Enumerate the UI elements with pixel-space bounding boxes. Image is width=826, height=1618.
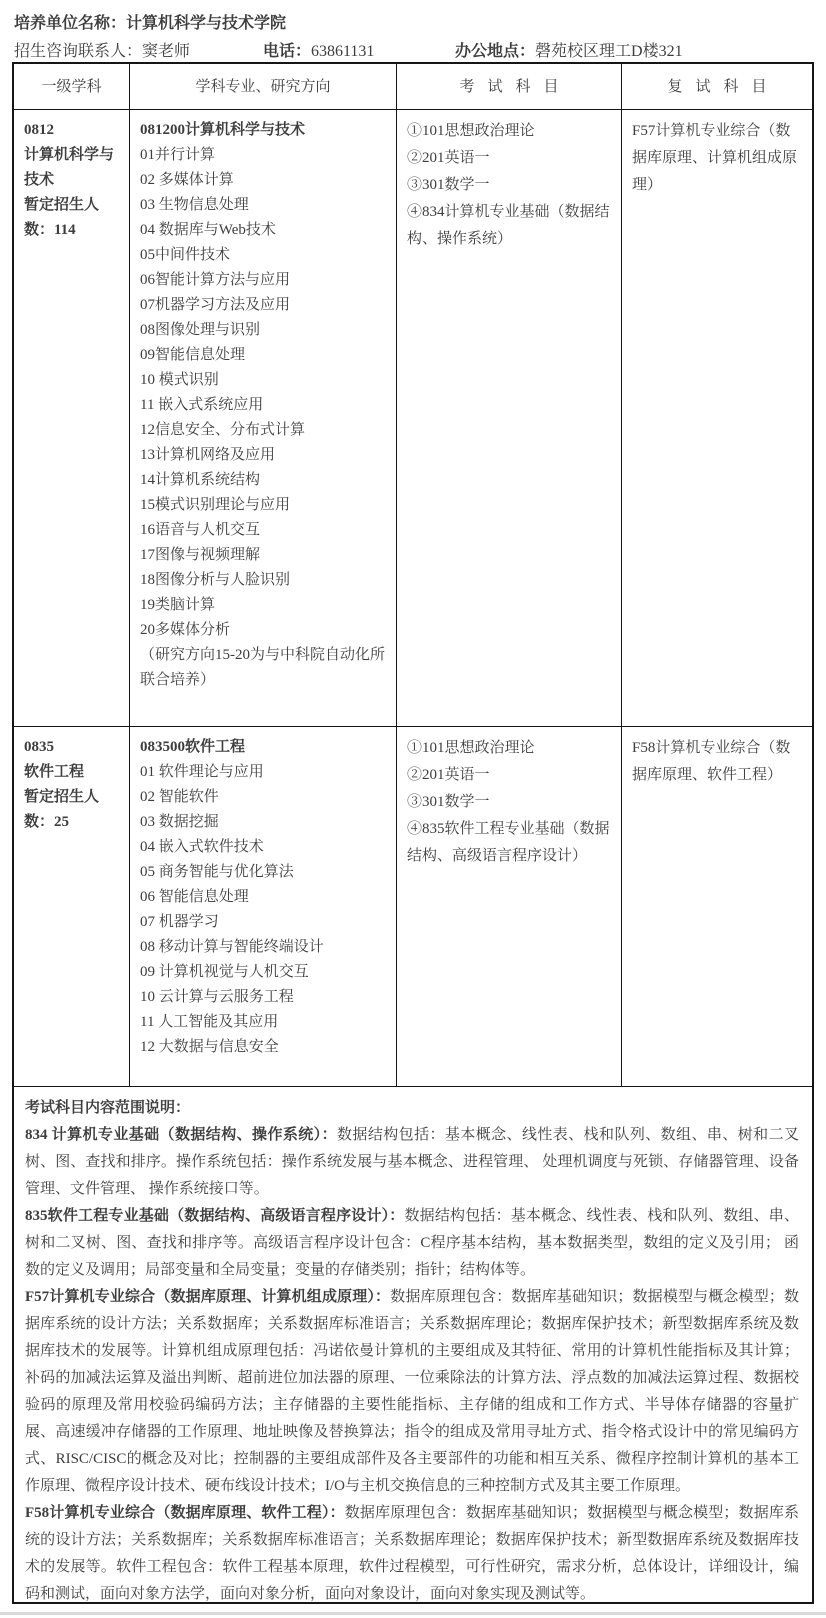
research-direction: 04 数据库与Web技术	[140, 222, 276, 238]
research-direction: 05 商务智能与优化算法	[140, 864, 294, 880]
exam-subject: ①101思想政治理论	[407, 123, 535, 139]
page-bottom-divider	[0, 1612, 826, 1615]
note-835	[25, 1203, 799, 1284]
research-direction: 02 智能软件	[140, 789, 219, 805]
contact-phone	[263, 38, 374, 61]
research-direction: 03 数据挖掘	[140, 814, 219, 830]
research-direction: 08 移动计算与智能终端设计	[140, 939, 324, 955]
office-label: 办公地点：	[455, 43, 536, 60]
table-row-2-retest-cell	[622, 727, 812, 1087]
research-direction: 12 大数据与信息安全	[140, 1039, 279, 1055]
discipline-name: 计算机科学与技术	[24, 147, 115, 188]
program-title: 081200计算机科学与技术	[140, 122, 306, 138]
table-row-1-retest-cell	[622, 110, 812, 727]
exam-subject: ④835软件工程专业基础（数据结构、高级语言程序设计）	[407, 821, 610, 864]
note-834-body: 数据结构包括：基本概念、线性表、栈和队列、数组、串、树和二叉树、图、查找和排序。操作系统包括：操作系统发展与基本概念、进程管理、 处理机调度与死锁、存储器管理、设备管理、文件管理、 操作系统接口等。	[25, 1127, 799, 1197]
discipline-name: 软件工程	[24, 764, 85, 780]
note-f58	[25, 1500, 799, 1602]
joint-training-note: （研究方向15-20为与中科院自动化所联合培养）	[140, 647, 385, 688]
note-834-lead: 834 计算机专业基础（数据结构、操作系统）：	[25, 1127, 338, 1143]
column-header-exam-subjects: 考试科目	[397, 64, 622, 110]
note-f58-lead: F58计算机专业综合（数据库原理、软件工程）：	[25, 1505, 345, 1521]
research-direction: 13计算机网络及应用	[140, 447, 276, 463]
exam-subject: ①101思想政治理论	[407, 740, 535, 756]
contact-person	[14, 38, 190, 61]
column-header-discipline: 一级学科	[14, 64, 130, 110]
research-direction: 03 生物信息处理	[140, 197, 249, 213]
note-f58-body: 数据库原理包含：数据库基础知识；数据模型与概念模型；数据库系统的设计方法；关系数据库；关系数据库标准语言；关系数据库理论；数据库保护技术；新型数据库系统及数据库技术的发展等。软件工程包含：软件工程基本原理，软件过程模型，可行性研究，需求分析，总体设计，详细设计，编码和测试，面向对象方法学，面向对象分析，面向对象设计，面向对象实现及测试等。	[25, 1505, 799, 1602]
column-header-program: 学科专业、研究方向	[130, 64, 397, 110]
table-row-2-program-cell	[130, 727, 397, 1087]
phone-label: 电话：	[263, 43, 312, 60]
office-address: 磬苑校区理工D楼321	[535, 43, 683, 60]
table-row-1-discipline-cell	[14, 110, 130, 727]
research-direction: 05中间件技术	[140, 247, 231, 263]
discipline-quota: 暂定招生人数：25	[24, 789, 100, 830]
research-direction: 18图像分析与人脸识别	[140, 572, 291, 588]
research-direction: 10 云计算与云服务工程	[140, 989, 294, 1005]
research-direction: 11 嵌入式系统应用	[140, 397, 264, 413]
research-direction: 12信息安全、分布式计算	[140, 422, 306, 438]
discipline-quota: 暂定招生人数：114	[24, 197, 100, 238]
office-location	[455, 38, 683, 61]
note-834	[25, 1122, 799, 1203]
research-direction: 07机器学习方法及应用	[140, 297, 291, 313]
research-direction: 10 模式识别	[140, 372, 219, 388]
research-direction: 16语音与人机交互	[140, 522, 261, 538]
training-unit-title: 培养单位名称：计算机科学与技术学院	[14, 15, 287, 32]
exam-subject: ③301数学一	[407, 794, 490, 810]
phone-number: 63861131	[311, 43, 375, 60]
exam-subject: ②201英语一	[407, 150, 490, 166]
program-title: 083500软件工程	[140, 739, 246, 755]
research-direction: 19类脑计算	[140, 597, 216, 613]
note-f57-body: 数据库原理包含：数据库基础知识；数据模型与概念模型；数据库系统的设计方法；关系数据库；关系数据库标准语言；关系数据库理论；数据库保护技术；新型数据库系统及数据库技术的发展等。计算机组成原理包括：冯诺依曼计算机的主要组成及其特征、常用的计算机性能指标及其计算；补码的加减法运算及溢出判断、超前进位加法器的原理、一位乘除法的计算方法、浮点数的加减法运算过程、数据校验码的原理及常用校验码编码方法；主存储器的主要性能指标、主存储的组成和工作方式、半导体存储器的容量扩展、高速缓冲存储器的工作原理、地址映像及替换算法；指令的组成及常用寻址方式、指令格式设计中的常见编码方式、RISC/CISC的概念及对比；控制器的主要组成部件及各主要部件的功能和相互关系、微程序控制计算机的基本工作原理、微程序设计技术、硬布线设计技术；I/O与主机交换信息的三种控制方式及其主要工作原理。	[25, 1289, 799, 1494]
exam-subject: ②201英语一	[407, 767, 490, 783]
research-direction: 20多媒体分析	[140, 622, 231, 638]
column-header-retest-subjects: 复试科目	[622, 64, 812, 110]
exam-scope-notes	[14, 1087, 812, 1602]
admissions-table	[12, 62, 814, 1604]
table-row-2-exam-cell	[397, 727, 622, 1087]
table-row-2-discipline-cell	[14, 727, 130, 1087]
discipline-code: 0835	[24, 739, 54, 755]
contact-person-label: 招生咨询联系人：	[14, 43, 143, 60]
contact-info-line	[14, 38, 812, 62]
retest-subject: F58计算机专业综合（数据库原理、软件工程）	[632, 740, 791, 783]
research-direction: 09智能信息处理	[140, 347, 246, 363]
research-direction: 07 机器学习	[140, 914, 219, 930]
research-direction: 02 多媒体计算	[140, 172, 234, 188]
research-direction: 08图像处理与识别	[140, 322, 261, 338]
research-direction: 15模式识别理论与应用	[140, 497, 291, 513]
discipline-code: 0812	[24, 122, 54, 138]
note-835-lead: 835软件工程专业基础（数据结构、高级语言程序设计）：	[25, 1208, 405, 1224]
exam-subject: ③301数学一	[407, 177, 490, 193]
table-row-1-program-cell	[130, 110, 397, 727]
research-direction: 01 软件理论与应用	[140, 764, 264, 780]
note-f57	[25, 1284, 799, 1500]
note-f57-lead: F57计算机专业综合（数据库原理、计算机组成原理）：	[25, 1289, 391, 1305]
exam-subject: ④834计算机专业基础（数据结构、操作系统）	[407, 204, 610, 247]
contact-person-name: 窦老师	[142, 43, 191, 60]
research-direction: 04 嵌入式软件技术	[140, 839, 264, 855]
notes-title: 考试科目内容范围说明：	[25, 1100, 191, 1116]
research-direction: 06 智能信息处理	[140, 889, 249, 905]
table-row-1-exam-cell	[397, 110, 622, 727]
research-direction: 06智能计算方法与应用	[140, 272, 291, 288]
retest-subject: F57计算机专业综合（数据库原理、计算机组成原理）	[632, 123, 798, 193]
note-835-body: 数据结构包括：基本概念、线性表、栈和队列、数组、串、树和二叉树、图、查找和排序等。高级语言程序设计包含：C程序基本结构，基本数据类型，数组的定义及引用； 函数的定义及调用；局部变量和全局变量；变量的存储类别；指针；结构体等。	[25, 1208, 799, 1278]
research-direction: 09 计算机视觉与人机交互	[140, 964, 309, 980]
research-direction: 14计算机系统结构	[140, 472, 261, 488]
research-direction: 01并行计算	[140, 147, 216, 163]
research-direction: 11 人工智能及其应用	[140, 1014, 279, 1030]
research-direction: 17图像与视频理解	[140, 547, 261, 563]
